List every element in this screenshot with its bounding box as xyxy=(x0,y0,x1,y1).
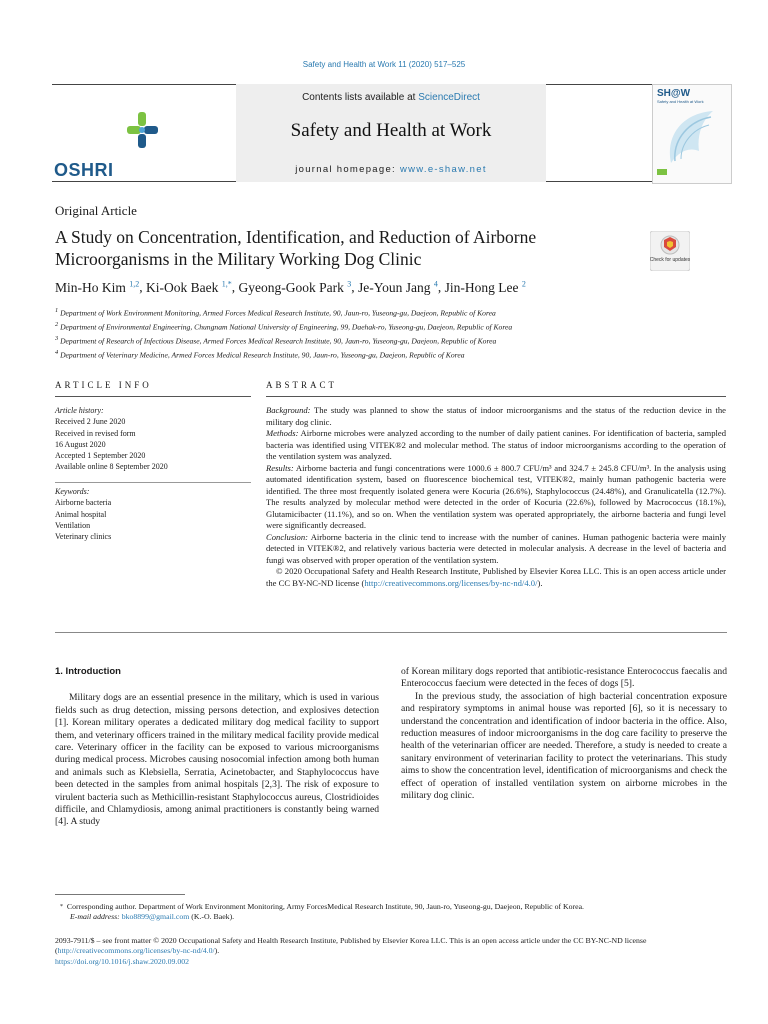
article-info-rule xyxy=(55,396,251,397)
oshri-cross-icon xyxy=(52,106,172,166)
doi-link[interactable]: https://doi.org/10.1016/j.shaw.2020.09.002 xyxy=(55,956,190,966)
oshri-wordmark: OSHRI xyxy=(54,160,114,180)
author[interactable]: Gyeong-Gook Park $^3$ xyxy=(238,279,352,295)
masthead-center xyxy=(236,84,546,182)
cover-subtitle: Safety and Health at Work xyxy=(657,99,704,104)
journal-name: Safety and Health at Work xyxy=(290,120,492,141)
section-heading: 1. Introduction xyxy=(55,666,121,677)
crossmark-icon xyxy=(650,231,690,271)
abstract-heading: ABSTRACT xyxy=(266,380,338,390)
keyword: Animal hospital xyxy=(55,509,107,519)
body-paragraph: In the previous study, the association of high bacterial concentration exposure and respiratory symptoms in animal house was reported [6], so it is necessary to understand the concentration and identification of indoor bacteria in the office. Also, reduction measures of indoor microorganisms in the dog care facility to preserve the health of the veterinarian officer are needed. Therefore, a study is needed to create a sanitary environment of veterinarian facility to protect the veterinarians. This study aims to show the concentration level, identification of microorganisms and check the effect of operation of installed ventilation system on airborne microbes in the military dog clinic. xyxy=(401,690,727,802)
affiliation: $^1$ Department of Work Environment Monitoring, Armed Forces Medical Research Institute, 90, Jaun-ro, Yuseong-gu, Daejeon, Republic of Korea xyxy=(55,307,496,318)
abstract-rule xyxy=(266,396,726,397)
front-matter: 2093-7911/$ – see front matter © 2020 Occupational Safety and Health Research Institute, Published by Elsevier Korea LLC. This is an open access article under the CC BY-NC-ND license (http://creativecommons.org/licenses/by-nc-nd/4.0/). https://doi.org/10.1016/j.shaw.2020.09.002 xyxy=(55,936,727,967)
author[interactable]: Min-Ho Kim $^{1,2}$ xyxy=(55,279,140,295)
journal-cover xyxy=(652,84,732,184)
abstract-bottom-rule xyxy=(55,632,727,633)
affiliations xyxy=(55,305,512,361)
email-link[interactable]: bko8899@gmail.com xyxy=(121,912,190,922)
affiliation: $^3$ Department of Research of Infectious Disease, Armed Forces Medical Research Institute, 90, Jaun-ro, Yuseong-gu, Daejeon, Republic of Korea xyxy=(55,334,497,346)
check-for-updates-badge[interactable] xyxy=(650,231,690,271)
body-paragraph: of Korean military dogs reported that antibiotic-resistance Enterococcus faecalis and Enterococcus faecium were detected in the feces of dogs [5]. xyxy=(401,666,727,690)
article-info-heading: ARTICLE INFO xyxy=(55,380,152,390)
corresponding-footnote: * Corresponding author. Department of Work Environment Monitoring, Army ForcesMedical Research Institute, 90, Jaun-ro, Yuseong-gu, Daejeon, Republic of Korea. E-mail address: bko8899@gmail.com (K.-O. Baek). xyxy=(60,902,585,922)
license-link[interactable]: http://creativecommons.org/licenses/by-nc-nd/4.0/ xyxy=(364,577,538,588)
keyword: Veterinary clinics xyxy=(55,532,112,542)
sciencedirect-link[interactable]: ScienceDirect xyxy=(418,92,480,103)
keywords: Keywords: Airborne bacteria Animal hospital Ventilation Veterinary clinics xyxy=(55,486,251,542)
journal-homepage: journal homepage: www.e-shaw.net xyxy=(295,164,487,175)
front-matter-license-link[interactable]: http://creativecommons.org/licenses/by-nc-nd/4.0/ xyxy=(57,946,215,956)
article-history: Article history: Received 2 June 2020 Received in revised form 16 August 2020 Accepted 1 September 2020 Available online 8 September 2020 xyxy=(55,406,168,472)
author[interactable]: Je-Youn Jang $^4$ xyxy=(357,279,438,295)
author-list: Min-Ho Kim $^{1,2}$, Ki-Ook Baek $^{1,*}$, Gyeong-Gook Park $^3$, Je-Youn Jang $^4$, Jin-Hong Lee $^2$ xyxy=(55,279,526,295)
contents-available: Contents lists available at ScienceDirect xyxy=(302,92,480,103)
right-column xyxy=(401,666,727,802)
affiliation: $^4$ Department of Veterinary Medicine, Armed Forces Medical Research Institute, 90, Jaun-ro, Yuseong-gu, Daejeon, Republic of Korea xyxy=(55,348,465,360)
check-badge-text: Check for updates xyxy=(650,257,690,263)
author[interactable]: Ki-Ook Baek $^{1,*}$ xyxy=(146,279,232,295)
footnote-rule xyxy=(55,894,185,895)
keyword: Airborne bacteria xyxy=(55,498,112,508)
affiliation: $^2$ Department of Environmental Engineering, Chungnam National University of Engineering, 99, Daehak-ro, Yuseong-gu, Daejeon, Republic of Korea xyxy=(55,320,513,332)
article-title: A Study on Concentration, Identification, and Reduction of Airborne Microorganisms in the Military Working Dog Clinic xyxy=(55,227,537,269)
abstract-body: Background: The study was planned to show the status of indoor microorganisms and the status of the reduction device in the military dog clinic. Methods: Airborne microbes were analyzed according to the number of daily patient canines. For identification of bacteria, sampled bacteria was identified using VITEK®2 and molecular method. The status of indoor microorganisms according to the operation of the ventilation system was analyzed. Results: Airborne bacteria and fungi concentrations were 1000.6 ± 800.7 CFU/m³ and 324.7 ± 245.8 CFU/m³. In the analysis using automated identification system, based on fluorescence biochemical test, VITEK®2, mainly human pathogenic bacteria were identified. The three most frequently isolated genera were Kocuria (26.6%), Staphylococcus (24.48%), and Granulicatella (12.7%). The results analyzed by molecular method were detected in the order of Kocuria (22.6%), followed by Macrococcus (18.1%), Glutamicibacter (11.1%), and so on. When the ventilation system was operated appropriately, the airborne bacteria and fungi level were significantly decreased. Conclusion: Airborne bacteria in the clinic tend to increase with the number of canines. Human pathogenic bacteria were mainly detected in VITEK®2, and relatively various bacteria were detected in molecular analysis. A decrease in the level of bacteria and fungi was observed with proper operation of the ventilation system. © 2020 Occupational Safety and Health Research Institute, Published by Elsevier Korea LLC. This is an open access article under the CC BY-NC-ND license (http://creativecommons.org/licenses/by-nc-nd/4.0/). xyxy=(266,405,726,588)
body-paragraph: Military dogs are an essential presence in the military, which is used in various fields such as drug detection, missing persons detection, and explosives detection [1]. Korean military operates a dedicated military dog medical facility to support them, and veterinary officers trained in the military medical facility provide medical care. Veterinary officer in the facility can be exposed to various microorganisms during medical process. Microbes causing nosocomial infection among both human and animals such as Klebsiella, Serratia, Acinetobacter, and Staphylococcus have been detected in the samples from animal hospitals [2,3]. The risk of exposure to virulent bacteria such as Methicillin-resistant Staphylococcus aureus, Clostridioides difficile, and Chlamydiosis, among animal practitioners is constantly being warned [4]. A study xyxy=(55,692,379,828)
oshri-logo xyxy=(52,106,172,180)
homepage-link[interactable]: www.e-shaw.net xyxy=(399,164,487,175)
article-type: Original Article xyxy=(55,203,137,218)
journal-citation[interactable]: Safety and Health at Work 11 (2020) 517–525 xyxy=(302,60,466,69)
cover-title: SH@W xyxy=(657,88,691,99)
author[interactable]: Jin-Hong Lee $^2$ xyxy=(444,279,526,295)
masthead xyxy=(52,84,728,182)
keywords-rule xyxy=(55,482,251,483)
left-column xyxy=(55,666,379,829)
keyword: Ventilation xyxy=(55,520,91,530)
cover-swirl-icon xyxy=(653,85,731,183)
